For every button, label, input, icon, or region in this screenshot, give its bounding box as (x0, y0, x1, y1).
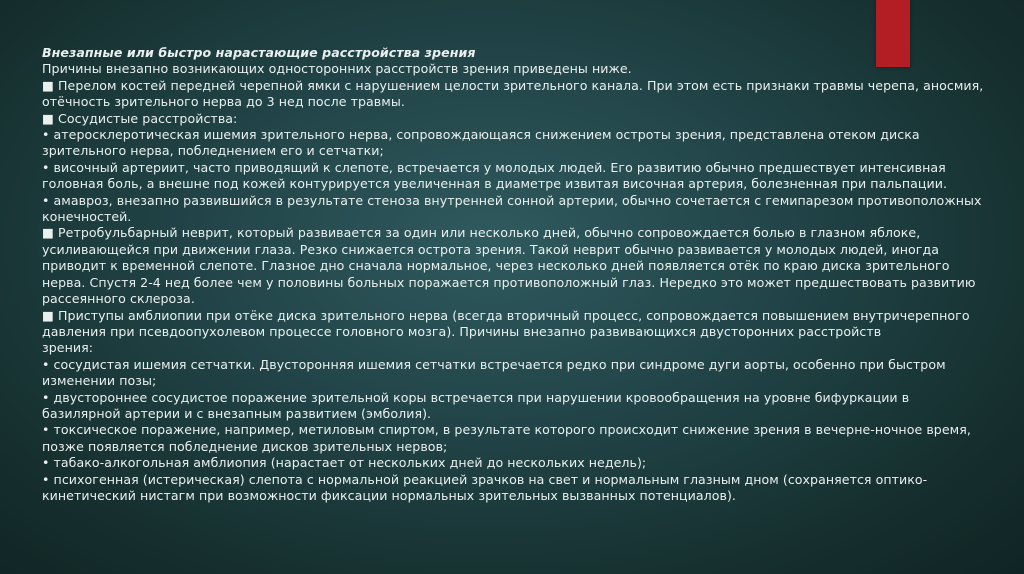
slide-content (42, 45, 987, 504)
text-line: Причины внезапно возникающих односторонних расстройств зрения приведены ниже. (42, 61, 632, 77)
slide-title: Внезапные или быстро нарастающие расстройства зрения (42, 45, 476, 60)
text-line: • токсическое поражение, например, метиловым спиртом, в результате которого происходит снижение зрения в вечерне-ночное время, позже появляется побледнение дисков зрительных нервов; (42, 422, 971, 454)
text-line: зрения: (42, 340, 94, 356)
text-line: ■ Сосудистые расстройства: (42, 110, 238, 126)
text-line: ■ Ретробульбарный неврит, который развивается за один или несколько дней, обычно сопровождается болью в глазном яблоке, усиливающейся при движении глаза. Резко снижается острота зрения. Такой неврит обычно развивается у молодых людей, иногда приводит к временной слепоте. Глазное дно сначала нормальное, через несколько дней появляется отёк по краю диска зрительного нерва. Спустя 2-4 нед более чем у половины больных поражается противоположный глаз. Нередко это может предшествовать развитию рассеянного склероза. (42, 225, 976, 307)
text-line: • височный артериит, часто приводящий к слепоте, встречается у молодых людей. Его развитию обычно предшествует интенсивная головная боль, а внешне под кожей контурируется увеличенная в диаметре извитая височная артерия, болезненная при пальпации. (42, 159, 948, 192)
text-line: • атеросклеротическая ишемия зрительного нерва, сопровождающаяся снижением остроты зрения, представлена отеком диска зрительного нерва, побледнением его и сетчатки; (42, 127, 920, 159)
text-line: • амавроз, внезапно развившийся в результате стеноза внутренней сонной артерии, обычно сочетается с гемипарезом противоположных конечностей. (42, 192, 982, 225)
text-line: • табако-алкогольная амблиопия (нарастает от нескольких дней до нескольких недель); (42, 455, 647, 471)
text-line: ■ Приступы амблиопии при отёке диска зрительного нерва (всегда вторичный процесс, сопровождается повышением внутричерепного давления при псевдоопухолевом процессе головного мозга). Причины внезапно развивающихся двусторонних расстройств (42, 307, 970, 339)
text-line: ■ Перелом костей передней черепной ямки с нарушением целости зрительного канала. При этом есть признаки травмы черепа, аносмия, отёчность зрительного нерва до 3 нед после травмы. (42, 77, 984, 110)
text-line: • двустороннее сосудистое поражение зрительной коры встречается при нарушении кровообращения на уровне бифуркации в базилярной артерии и с внезапным развитием (эмболия). (42, 389, 910, 421)
text-line: • сосудистая ишемия сетчатки. Двусторонняя ишемия сетчатки встречается редко при синдроме дуги аорты, особенно при быстром изменении позы; (42, 356, 946, 389)
text-line: • психогенная (истерическая) слепота с нормальной реакцией зрачков на свет и нормальным глазным дном (сохраняется оптико-кинетический нистагм при возможности фиксации нормальных зрительных вызванных потенциалов). (42, 471, 928, 503)
